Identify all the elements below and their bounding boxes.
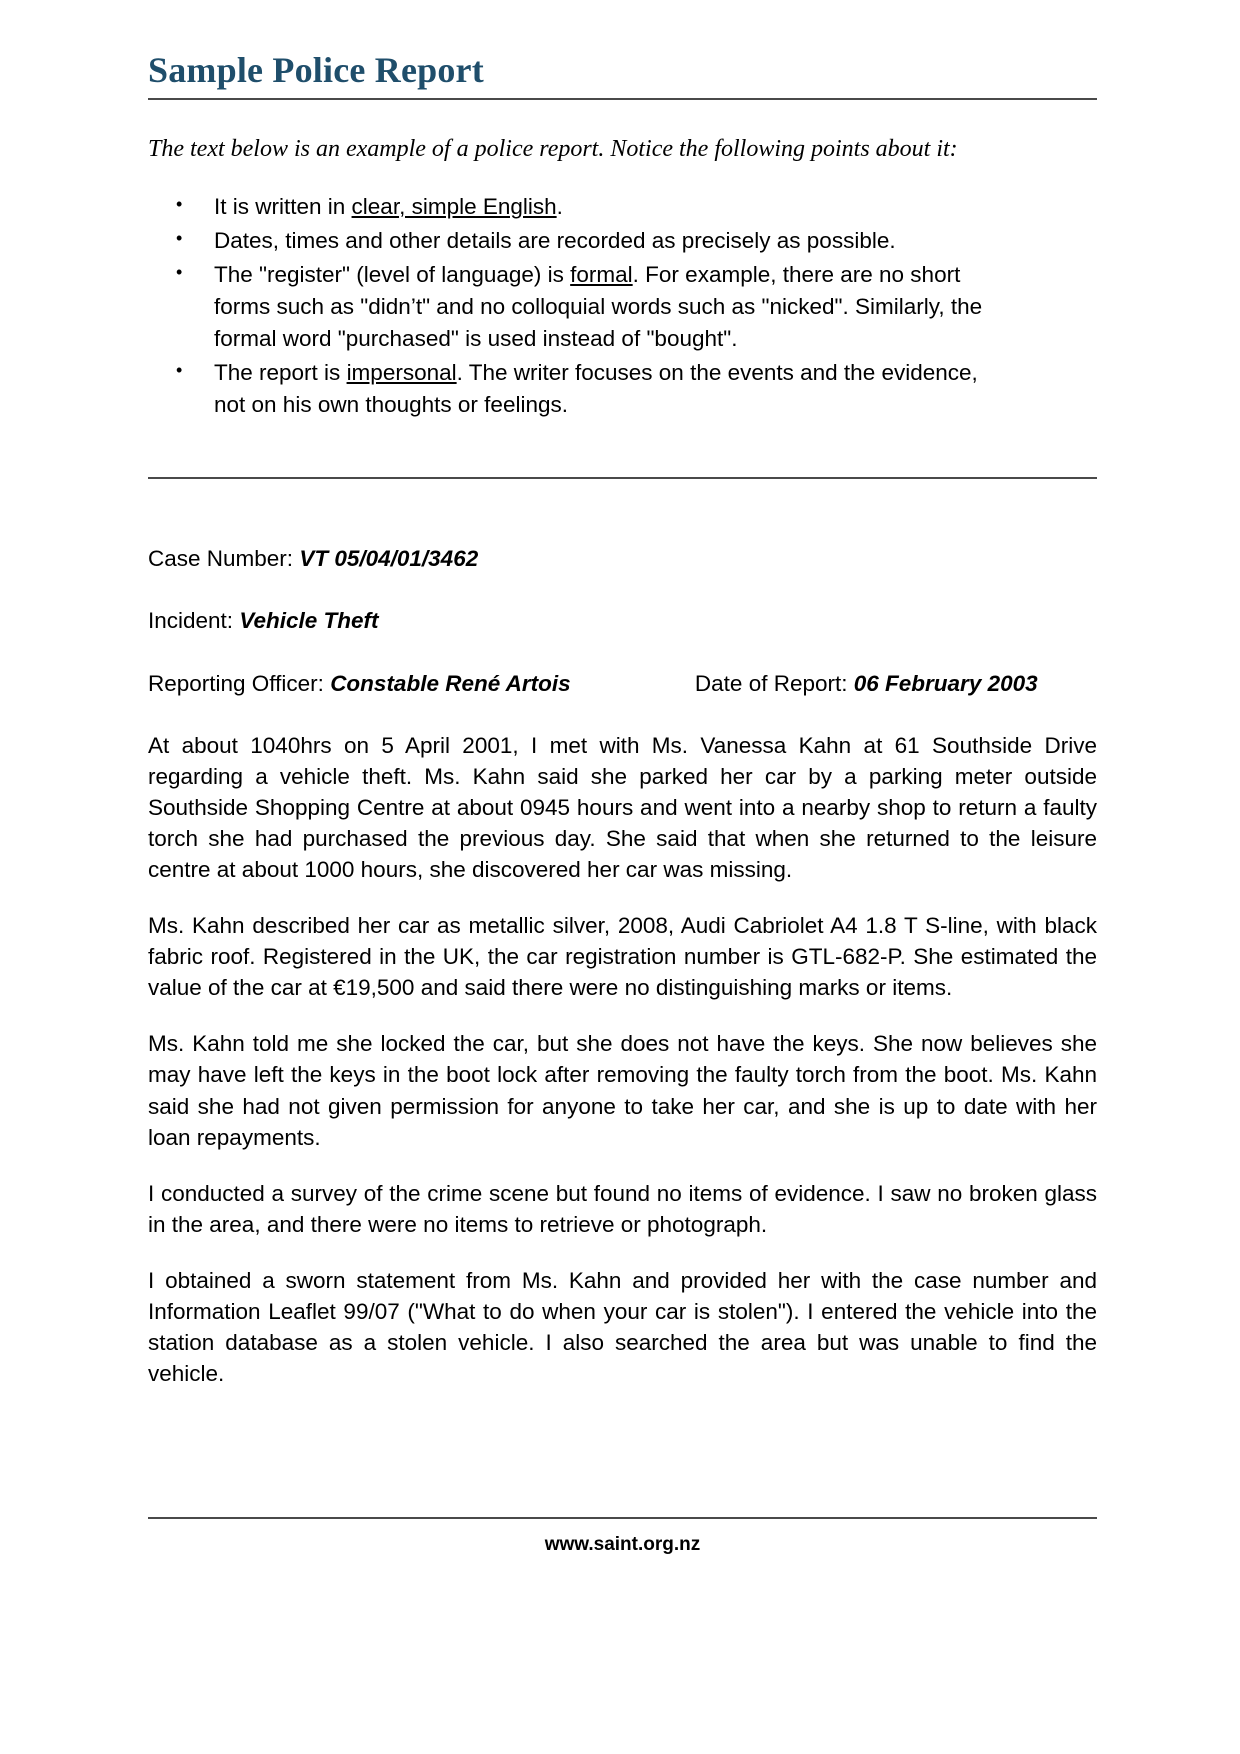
intro-paragraph: The text below is an example of a police report. Notice the following points about it: [148, 135, 958, 162]
case-number-line [148, 543, 1097, 575]
list-item [148, 191, 1014, 223]
date-of-report-label: Date of Report: [694, 670, 848, 696]
footer-website: www.saint.org.nz [544, 1534, 701, 1556]
bullet-text-pre: The report is [214, 359, 347, 385]
officer-value: Constable René Artois [330, 670, 571, 696]
bullet-text-pre: It is written in [214, 193, 352, 219]
date-of-report-group [695, 668, 1038, 700]
bullet-text-underlined: impersonal [346, 359, 457, 385]
body-paragraph: At about 1040hrs on 5 April 2001, I met with Ms. Vanessa Kahn at 61 Southside Drive regarding a vehicle theft. Ms. Kahn said she parked her car by a parking meter outside Southside Shopping Centre at about 0945 hours and went into a nearby shop to return a faulty torch she had purchased the previous day. She said that when she returned to the leisure centre at about 1000 hours, she discovered her car was missing. [148, 733, 1097, 883]
bullet-text-pre: Dates, times and other details are recorded as precisely as possible. [214, 227, 896, 253]
bullet-text-underlined: clear, simple English [351, 193, 557, 219]
body-paragraph: I obtained a sworn statement from Ms. Kahn and provided her with the case number and Information Leaflet 99/07 ("What to do when your car is stolen"). I entered the vehicle into the station database as a stolen vehicle. I also searched the area but was unable to find the vehicle. [148, 1267, 1097, 1386]
list-item [148, 259, 1014, 355]
page-footer [148, 1517, 1097, 1558]
officer-date-line [148, 668, 1097, 700]
incident-value: Vehicle Theft [239, 608, 379, 634]
bullet-text-post: . The writer focuses on the events and the evidence, not on his own thoughts or feelings. [214, 359, 978, 417]
body-paragraph: Ms. Kahn described her car as metallic silver, 2008, Audi Cabriolet A4 1.8 T S-line, with black fabric roof. Registered in the UK, the car registration number is GTL-682-P. She estimated the value of the car at €19,500 and said there were no distinguishing marks or items. [148, 913, 1097, 1001]
body-paragraph: I conducted a survey of the crime scene but found no items of evidence. I saw no broken glass in the area, and there were no items to retrieve or photograph. [148, 1180, 1097, 1237]
body-paragraph: Ms. Kahn told me she locked the car, but she does not have the keys. She now believes she may have left the keys in the boot lock after removing the faulty torch from the boot. Ms. Kahn said she had not given permission for anyone to take her car, and she is up to date with her loan repayments. [148, 1031, 1097, 1150]
footer-divider [148, 1517, 1097, 1519]
case-number-value: VT 05/04/01/3462 [299, 545, 479, 571]
title-divider [148, 98, 1097, 100]
bullet-text-underlined: formal [570, 261, 633, 287]
officer-label: Reporting Officer: [148, 670, 324, 696]
report-metadata [148, 543, 1097, 700]
bullet-text-post: . For example, there are no short forms such as "didn’t" and no colloquial words such as "nicked". Similarly, the formal word "purchased" is used instead of "bought". [214, 261, 983, 351]
case-number-label: Case Number: [148, 545, 294, 571]
incident-label: Incident: [148, 608, 234, 634]
list-item [148, 225, 1014, 257]
section-divider [148, 477, 1097, 479]
bullet-text-post: . [556, 193, 563, 219]
report-body [148, 730, 1097, 1389]
key-points-list [148, 191, 1097, 421]
incident-line [148, 605, 1097, 637]
date-of-report-value: 06 February 2003 [853, 670, 1038, 696]
section-separator-wrap [148, 477, 1097, 479]
list-item [148, 357, 1014, 421]
page-title: Sample Police Report [148, 50, 484, 90]
bullet-text-pre: The "register" (level of language) is [214, 261, 571, 287]
